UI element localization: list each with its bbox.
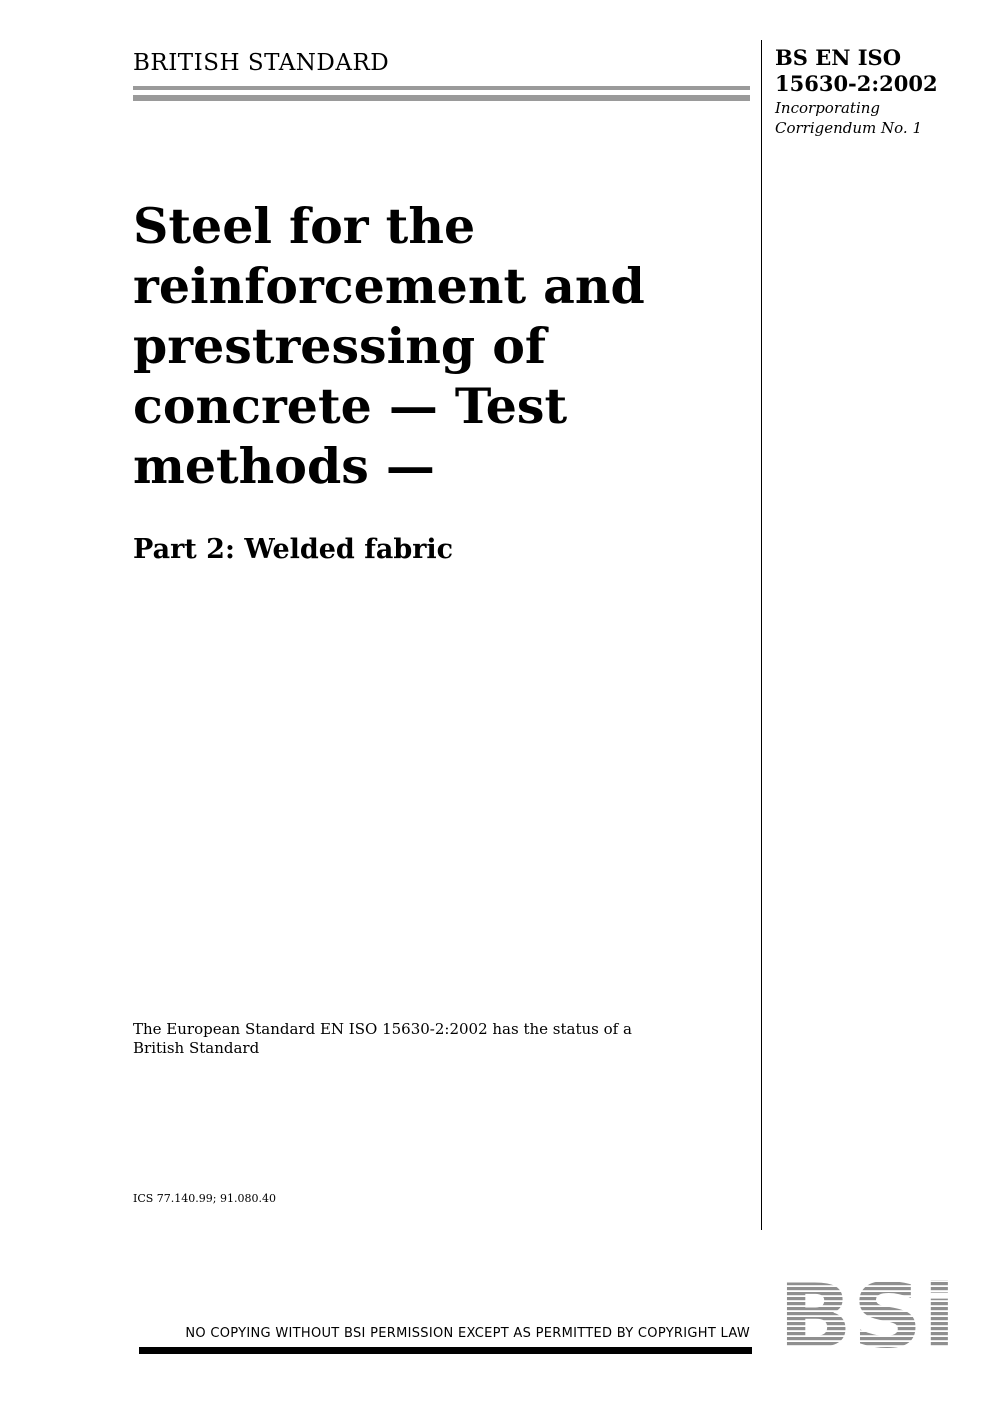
status-line-1: The European Standard EN ISO 15630-2:2002 has the status of a: [133, 1020, 632, 1038]
standard-number: [775, 45, 938, 97]
document-title: [133, 196, 733, 496]
corrigendum-note-line2: Corrigendum No. 1: [775, 119, 923, 137]
series-label: BRITISH STANDARD: [133, 50, 390, 76]
part-title: Part 2: Welded fabric: [133, 534, 454, 565]
standard-number-line2: 15630-2:2002: [775, 71, 938, 96]
title-line-1: Steel for the: [133, 197, 476, 255]
standard-number-line1: BS EN ISO: [775, 45, 902, 70]
status-line-2: British Standard: [133, 1039, 260, 1057]
vertical-divider: [761, 40, 762, 1230]
footer-rule: [139, 1347, 752, 1354]
title-line-2: reinforcement and: [133, 257, 645, 315]
svg-text:BSi: BSi: [778, 1277, 956, 1355]
corrigendum-note: [775, 98, 922, 138]
title-line-3: prestressing of: [133, 317, 546, 375]
ics-code: ICS 77.140.99; 91.080.40: [133, 1192, 276, 1205]
header-rule-bottom: [133, 95, 750, 101]
title-line-5: methods —: [133, 437, 435, 495]
bsi-logo: [778, 1277, 956, 1355]
header-rule-top: [133, 86, 750, 90]
copyright-notice: NO COPYING WITHOUT BSI PERMISSION EXCEPT AS PERMITTED BY COPYRIGHT LAW: [185, 1326, 750, 1341]
title-line-4: concrete — Test: [133, 377, 568, 435]
bsi-logo-graphic: [778, 1277, 956, 1355]
status-statement: [133, 1020, 693, 1058]
corrigendum-note-line1: Incorporating: [775, 99, 881, 117]
